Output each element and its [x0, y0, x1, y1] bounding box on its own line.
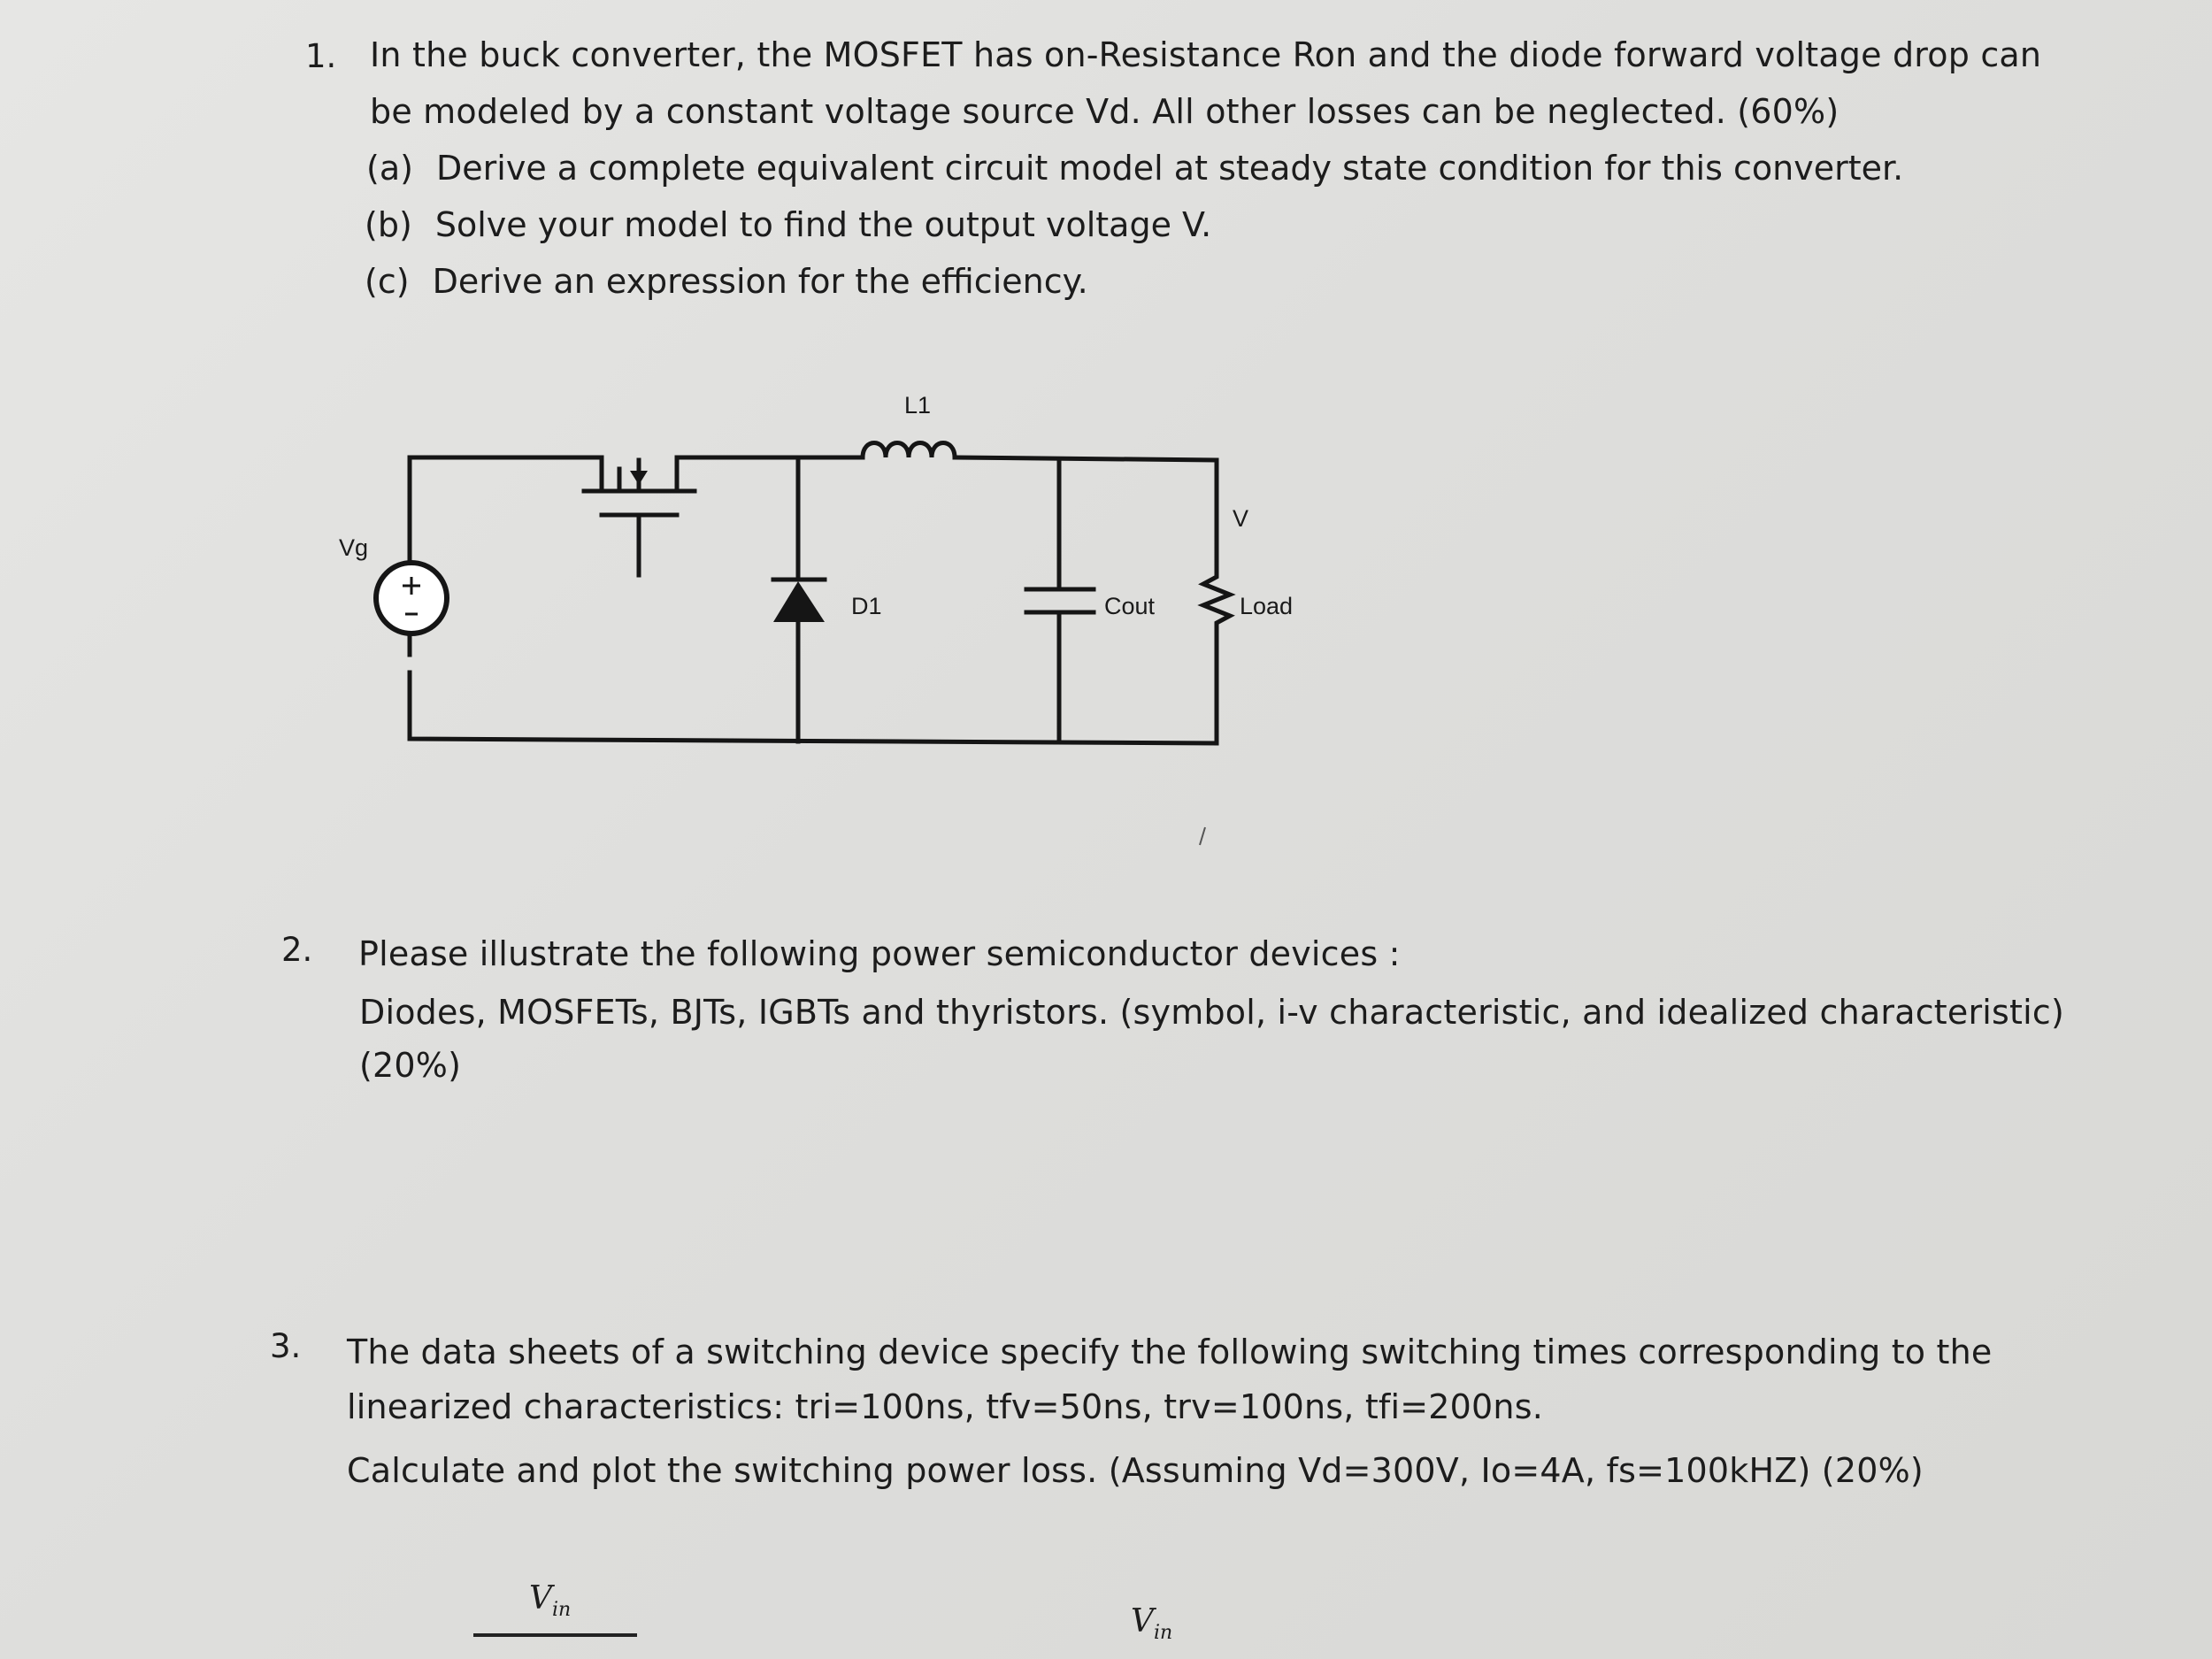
q1-part-b-label: (b)	[365, 205, 412, 244]
vin-right-sub: in	[1154, 1622, 1173, 1645]
vin-left-sub: in	[552, 1599, 572, 1622]
q1-part-b-text: Solve your model to find the output voltage V.	[434, 205, 1212, 244]
wire-top-left	[410, 457, 602, 655]
q1-line-1: In the buck converter, the MOSFET has on-Resistance Ron and the diode forward voltage drop can	[370, 35, 2042, 74]
wire-top-right	[956, 457, 1217, 524]
label-load: Load	[1240, 593, 1294, 619]
mosfet-arrow	[630, 471, 648, 485]
waveform-line-left	[473, 1633, 637, 1637]
load-resistor	[1203, 524, 1230, 743]
q1-part-a-text: Derive a complete equivalent circuit model at steady state condition for this converter.	[436, 149, 1904, 188]
q2-line-3: (20%)	[359, 1046, 462, 1085]
q3-line-3: Calculate and plot the switching power loss. (Assuming Vd=300V, Io=4A, fs=100kHZ) (20%)	[347, 1451, 1924, 1490]
inductor-l1	[863, 443, 955, 458]
label-cout: Cout	[1104, 593, 1156, 619]
voltage-source-vg	[376, 563, 447, 634]
diode-d1	[773, 581, 825, 622]
vin-label-left	[529, 1580, 571, 1621]
label-d1: D1	[851, 593, 882, 619]
mosfet-symbol	[584, 457, 801, 575]
vin-right-main: V	[1131, 1603, 1154, 1640]
q1-part-c-text: Derive an expression for the efficiency.	[432, 262, 1088, 301]
q3-line-2: linearized characteristics: tri=100ns, tfv=50ns, trv=100ns, tfi=200ns.	[347, 1387, 1543, 1426]
q3-line-1: The data sheets of a switching device specify the following switching times corresponding to the	[347, 1333, 1993, 1371]
q1-line-2: be modeled by a constant voltage source Vd. All other losses can be neglected. (60%)	[370, 92, 1839, 131]
q2-line-2: Diodes, MOSFETs, BJTs, IGBTs and thyristors. (symbol, i-v characteristic, and idealized characteristic)	[359, 993, 2065, 1032]
label-l1: L1	[904, 392, 932, 419]
q1-part-a-label: (a)	[366, 149, 413, 188]
label-vg: Vg	[339, 534, 369, 561]
q3-number: 3.	[270, 1327, 302, 1365]
q1-number: 1.	[305, 37, 337, 75]
q2-line-1: Please illustrate the following power semiconductor devices :	[358, 934, 1401, 973]
label-output-v: V	[1233, 505, 1249, 532]
q1-part-c-label: (c)	[365, 262, 410, 301]
wire-bottom	[410, 672, 1217, 743]
vin-label-right	[1131, 1603, 1172, 1644]
vin-left-main: V	[529, 1580, 552, 1617]
q2-number: 2.	[281, 931, 313, 969]
